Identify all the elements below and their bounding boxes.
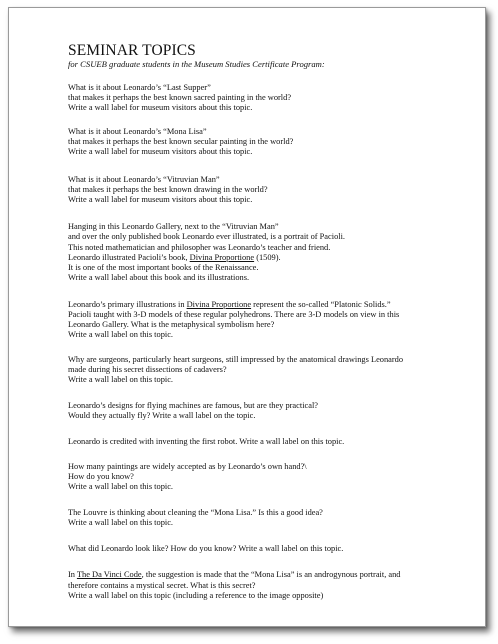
page-content [68,42,468,601]
line-text: (1509). [254,252,281,262]
topic-line: and over the only published book Leonardo ever illustrated, is a portrait of Pacioli. [68,232,346,242]
topic-platonic-solids [68,300,468,340]
line-text: , the suggestion is made that the “Mona Lisa” is an androgynous portrait, and [141,570,401,580]
page-title: SEMINAR TOPICS [68,42,196,59]
book-title: Divina Proportione [189,252,255,262]
topic-line: Write a wall label for museum visitors about this topic. [68,147,253,157]
topic-first-robot [68,437,468,447]
topic-line: that makes it perhaps the best known secular painting in the world? [68,137,294,147]
topic-last-supper [68,83,468,113]
topic-line: How many paintings are widely accepted as by Leonardo’s own hand?\ [68,462,307,472]
topic-line: Write a wall label on this topic. [68,374,174,384]
line-text: Leonardo’s primary illustrations in [68,299,187,309]
topic-line: Write a wall label for museum visitors about this topic. [68,195,253,205]
topic-line: made during his secret dissections of cadavers? [68,364,227,374]
topic-line: What did Leonardo look like? How do you know? Write a wall label on this topic. [68,544,344,554]
topic-line: Pacioli taught with 3-D models of these regular polyhedrons. There are 3-D models on view in this [68,309,400,319]
line-text: represent the so-called “Platonic Solids.” [251,299,391,309]
line-text: Leonardo illustrated Pacioli’s book, [68,252,190,262]
topic-line: Hanging in this Leonardo Gallery, next to the “Vitruvian Man” [68,222,279,232]
topic-line: Write a wall label on this topic (including a reference to the image opposite) [68,590,324,600]
page-subtitle: for CSUEB graduate students in the Museum Studies Certificate Program: [68,59,325,69]
topic-line: Write a wall label on this topic. [68,329,174,339]
topic-line: How do you know? [68,472,134,482]
topic-line-with-book-title [68,570,468,580]
topic-line: What is it about Leonardo’s “Vitruvian Man” [68,175,220,185]
topic-da-vinci-code [68,570,468,600]
topic-line-with-book-title [68,300,468,310]
topic-mona-lisa [68,127,468,157]
topic-line: Leonardo’s designs for flying machines are famous, but are they practical? [68,401,318,411]
topic-line: therefore contains a mystical secret. What is this secret? [68,580,256,590]
topic-line: What is it about Leonardo’s “Mona Lisa” [68,127,207,137]
document-page [8,7,486,627]
topic-line: This noted mathematician and philosopher was Leonardo’s teacher and friend. [68,242,331,252]
topic-line: Write a wall label for museum visitors about this topic. [68,103,253,113]
topic-line: The Louvre is thinking about cleaning the “Mona Lisa.” Is this a good idea? [68,508,323,518]
topic-line: Would they actually fly? Write a wall label on the topic. [68,411,256,421]
topic-leonardo-appearance [68,544,468,554]
topic-line: Write a wall label on this topic. [68,518,174,528]
topic-flying-machines [68,401,468,421]
topic-line: that makes it perhaps the best known drawing in the world? [68,185,268,195]
topic-line: Why are surgeons, particularly heart surgeons, still impressed by the anatomical drawings Leonardo [68,354,404,364]
topic-attributed-paintings [68,462,468,492]
book-title: Divina Proportione [186,299,252,309]
topic-line: that makes it perhaps the best known sacred painting in the world? [68,93,292,103]
topic-line-with-book-title [68,253,468,263]
topic-pacioli-portrait [68,222,468,282]
topic-louvre-cleaning [68,508,468,528]
topic-line: Leonardo Gallery. What is the metaphysical symbolism here? [68,319,275,329]
topic-line: Leonardo is credited with inventing the first robot. Write a wall label on this topic. [68,437,345,447]
topic-vitruvian-man [68,175,468,205]
topic-line: What is it about Leonardo’s “Last Supper” [68,83,211,92]
book-title: The Da Vinci Code [76,570,142,580]
topic-line: Write a wall label about this book and its illustrations. [68,272,250,282]
topic-line: Write a wall label on this topic. [68,482,174,492]
topic-line: It is one of the most important books of the Renaissance. [68,262,259,272]
topic-anatomical-drawings [68,355,468,385]
line-text: In [68,570,77,580]
